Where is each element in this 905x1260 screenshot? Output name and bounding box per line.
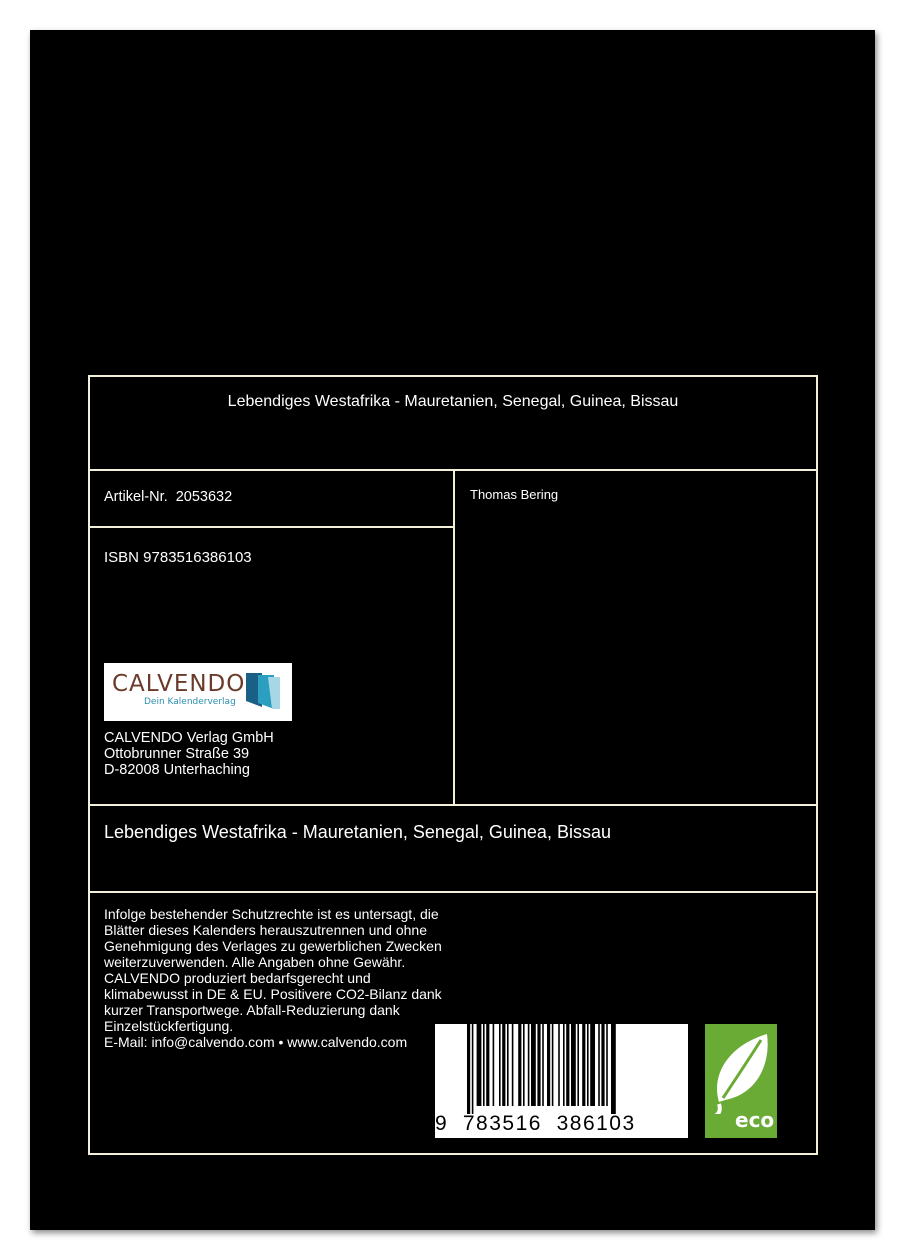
isbn: ISBN 9783516386103: [104, 549, 252, 566]
legal-notice: Infolge bestehender Schutzrechte ist es untersagt, die Blätter dieses Kalenders herauszutrennen und ohne Genehmigung des Verlages zu gewerblichen Zwecken weiterzuverwenden. Alle Angaben ohne Gewähr. CALVENDO produziert bedarfsgerecht und klimabewusst in DE & EU. Positivere CO2-Bilanz dank kurzer Transportwege. Abfall-Reduzierung dank Einzelstückfertigung. E-Mail: info@calvendo.com • www.calvendo.com: [104, 906, 442, 1050]
barcode-bar: [558, 1024, 560, 1106]
barcode-bar: [477, 1024, 482, 1106]
calendar-title: Lebendiges Westafrika - Mauretanien, Senegal, Guinea, Bissau: [227, 393, 679, 410]
frame-bottom: [88, 1153, 818, 1155]
divider: [88, 526, 454, 528]
calendar-page-icon: [244, 671, 284, 711]
barcode-bar: [542, 1024, 544, 1106]
barcode-bar: [611, 1024, 616, 1114]
calendar-title-repeat: Lebendiges Westafrika - Mauretanien, Senegal, Guinea, Bissau: [104, 822, 611, 842]
divider: [453, 469, 455, 805]
barcode-bar: [531, 1024, 536, 1106]
barcode-bar: [563, 1024, 565, 1106]
barcode-bar: [472, 1024, 474, 1114]
barcode-bar: [467, 1024, 470, 1114]
frame-top: [88, 375, 818, 377]
article-number: Artikel-Nr. 2053632: [104, 489, 233, 505]
publisher-address: [104, 730, 274, 778]
eco-badge: [705, 1024, 777, 1138]
leaf-icon: [705, 1024, 777, 1114]
info-sheet: [88, 375, 818, 1155]
barcode-bar: [547, 1024, 550, 1106]
barcode-bar: [507, 1024, 509, 1106]
barcode-bar: [606, 1024, 608, 1106]
logo-tagline: Dein Kalenderverlag: [144, 697, 236, 707]
frame-right: [816, 375, 818, 1155]
barcode-bar: [483, 1024, 485, 1106]
barcode-bar: [601, 1024, 604, 1106]
barcode-bar: [571, 1024, 576, 1106]
barcode-bar: [582, 1024, 585, 1106]
barcode-bar: [552, 1024, 554, 1106]
logo-wordmark: CALVENDO: [112, 671, 246, 697]
barcode-bars: [435, 1024, 688, 1114]
barcode-bar: [512, 1024, 514, 1106]
barcode-bar: [493, 1024, 495, 1106]
barcode-bar: [518, 1024, 521, 1106]
barcode-bar: [598, 1024, 600, 1106]
isbn-barcode: [435, 1024, 688, 1138]
frame-left: [88, 375, 90, 1155]
barcode-bar: [590, 1024, 595, 1106]
barcode-bar: [537, 1024, 540, 1106]
calvendo-logo: [104, 663, 292, 721]
barcode-bar: [577, 1024, 579, 1106]
address-line: CALVENDO Verlag GmbH: [104, 730, 274, 746]
address-line: D-82008 Unterhaching: [104, 762, 250, 778]
barcode-bar: [502, 1024, 505, 1106]
barcode-bar: [566, 1024, 569, 1106]
barcode-bar: [528, 1024, 530, 1106]
barcode-bar: [523, 1024, 525, 1106]
eco-label: eco: [735, 1108, 775, 1132]
barcode-digits: 9 783516 386103: [435, 1112, 636, 1135]
divider: [88, 804, 818, 806]
author-name: Thomas Bering: [470, 487, 559, 502]
barcode-bar: [499, 1024, 501, 1106]
divider: [88, 891, 818, 893]
barcode-bar: [486, 1024, 489, 1106]
address-line: Ottobrunner Straße 39: [104, 746, 250, 762]
barcode-bar: [587, 1024, 589, 1106]
